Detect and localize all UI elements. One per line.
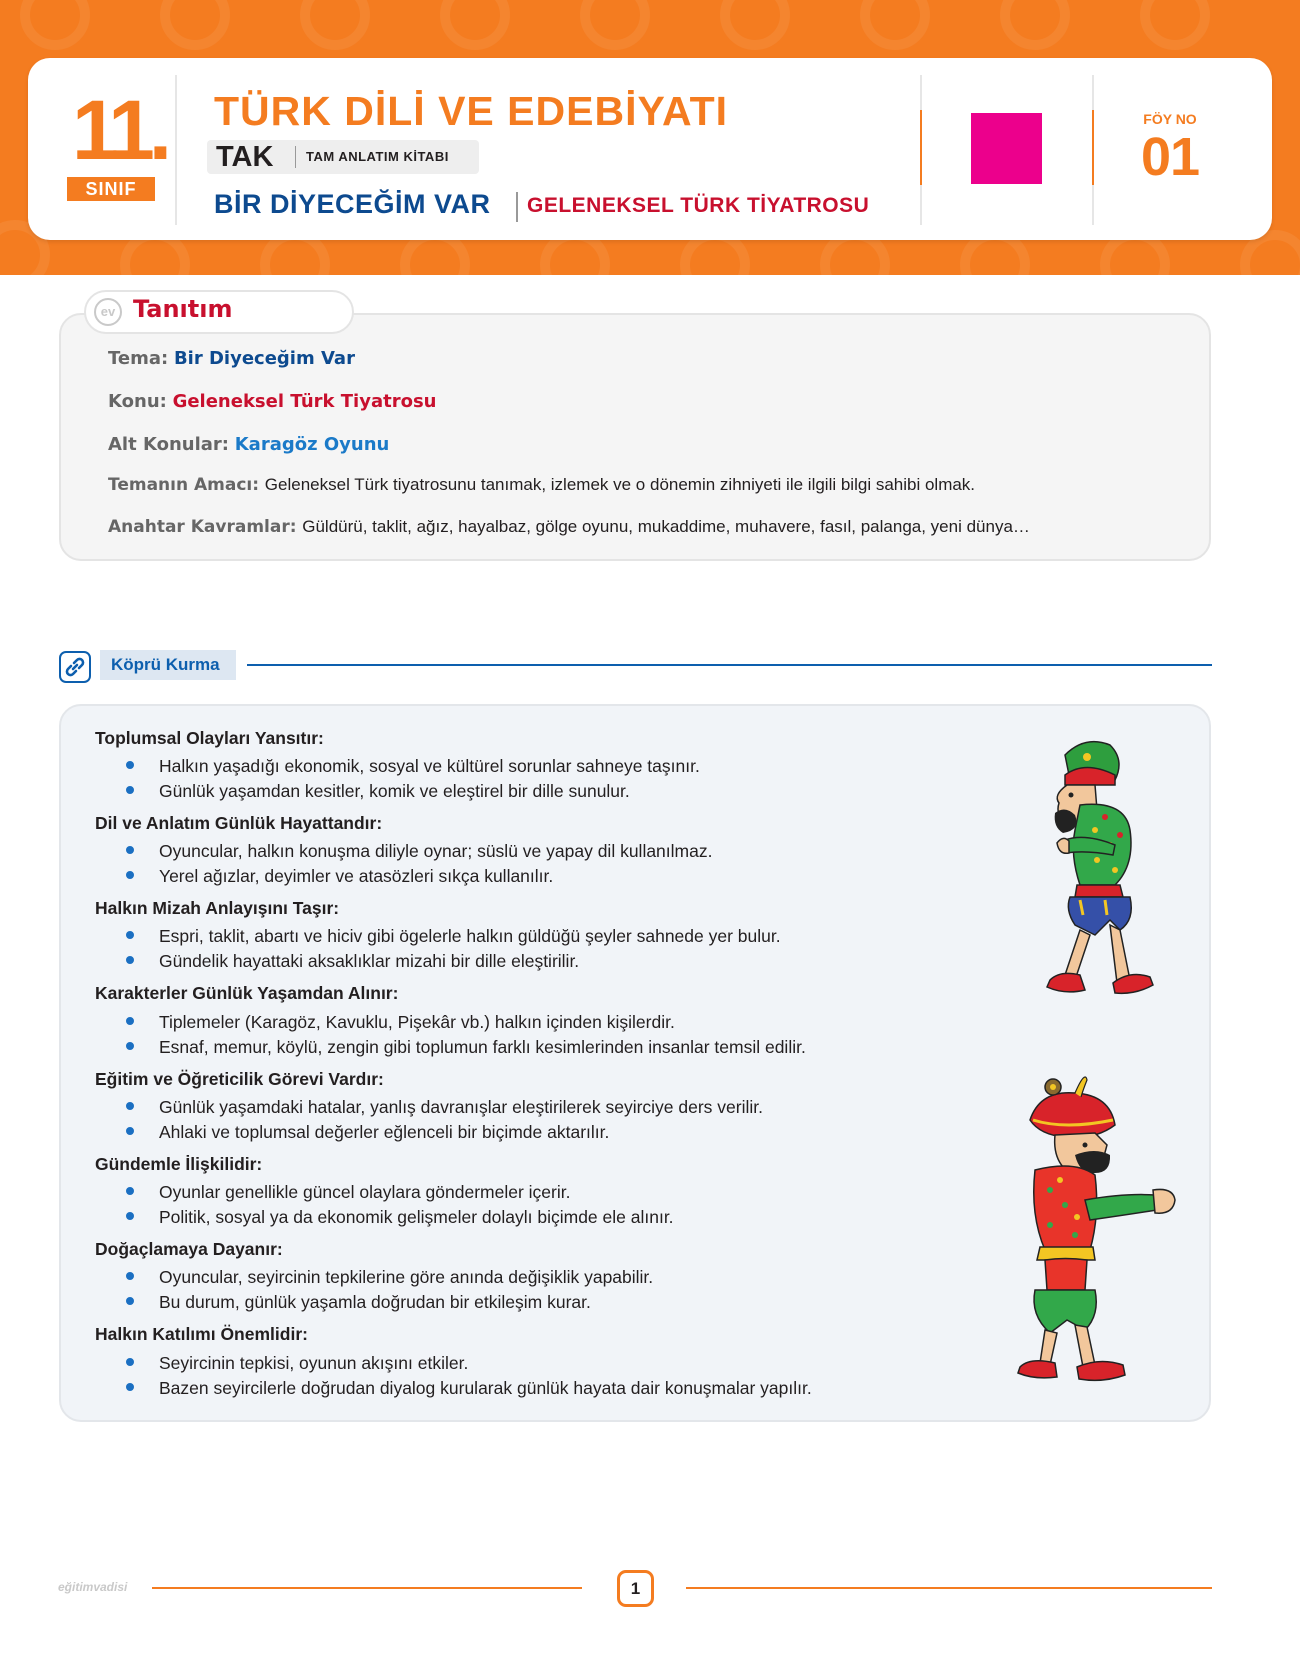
header-divider-accent	[920, 110, 922, 185]
bullet-icon	[126, 1017, 134, 1025]
bullet-icon	[126, 871, 134, 879]
intro-title: Tanıtım	[133, 295, 233, 323]
footer-rule-right	[686, 1587, 1212, 1589]
bullet-icon	[126, 786, 134, 794]
list-item	[126, 1097, 763, 1118]
list-item	[126, 1012, 675, 1033]
hacivat-figure-icon	[1015, 1075, 1180, 1395]
list-item	[126, 1378, 812, 1399]
bullet-icon	[126, 1187, 134, 1195]
intro-alt-row	[108, 434, 389, 455]
header-divider-accent	[1092, 110, 1094, 185]
kavram-value: Güldürü, taklit, ağız, hayalbaz, gölge oyunu, mukaddime, muhavere, fasıl, palanga, yeni dünya…	[302, 517, 1030, 536]
unit-separator	[516, 192, 518, 222]
section-heading: Toplumsal Olayları Yansıtır:	[95, 728, 324, 748]
section-heading: Halkın Katılımı Önemlidir:	[95, 1324, 308, 1344]
bullet-icon	[126, 1127, 134, 1135]
list-item	[126, 781, 630, 802]
list-item	[126, 756, 700, 777]
bullet-icon	[126, 956, 134, 964]
list-item	[126, 1037, 806, 1058]
list-item	[126, 1267, 653, 1288]
footer-rule-left	[152, 1587, 582, 1589]
list-item-text: Seyircinin tepkisi, oyunun akışını etkiler.	[159, 1353, 469, 1373]
list-item	[126, 1292, 591, 1313]
bullet-icon	[126, 1297, 134, 1305]
alt-konular-label: Alt Konular:	[108, 434, 229, 455]
bridge-rule	[247, 664, 1212, 666]
bullet-icon	[126, 1272, 134, 1280]
list-item-text: Günlük yaşamdan kesitler, komik ve eleştirel bir dille sunulur.	[159, 781, 630, 801]
amac-value: Geleneksel Türk tiyatrosunu tanımak, izlemek ve o dönemin zihniyeti ile ilgili bilgi sahibi olmak.	[264, 475, 976, 494]
grade-label: SINIF	[67, 177, 155, 201]
pattern-decoration	[1140, 0, 1210, 50]
bullet-icon	[126, 1042, 134, 1050]
book-name: TAM ANLATIM KİTABI	[306, 149, 449, 164]
tema-value: Bir Diyeceğim Var	[173, 348, 355, 369]
bullet-icon	[126, 761, 134, 769]
foy-number: 01	[1140, 127, 1200, 187]
list-item	[126, 866, 553, 887]
pattern-decoration	[20, 0, 90, 50]
kavram-label: Anahtar Kavramlar:	[108, 517, 297, 537]
bridge-label: Köprü Kurma	[100, 650, 236, 680]
pattern-decoration	[720, 0, 790, 50]
amac-label: Temanın Amacı:	[108, 475, 260, 495]
list-item-text: Tiplemeler (Karagöz, Kavuklu, Pişekâr vb.) halkın içinden kişilerdir.	[159, 1012, 675, 1032]
list-item-text: Politik, sosyal ya da ekonomik gelişmeler dolaylı biçimde ele alınır.	[159, 1207, 674, 1227]
list-item-text: Oyunlar genellikle güncel olaylara göndermeler içerir.	[159, 1182, 571, 1202]
header-divider	[175, 75, 177, 225]
list-item-text: Bazen seyircilerle doğrudan diyalog kurularak günlük hayata dair konuşmalar yapılır.	[159, 1378, 812, 1398]
section-heading: Gündemle İlişkilidir:	[95, 1154, 263, 1174]
bullet-icon	[126, 846, 134, 854]
color-marker	[971, 113, 1042, 184]
section-heading: Karakterler Günlük Yaşamdan Alınır:	[95, 983, 399, 1003]
intro-tema-row	[108, 348, 355, 369]
list-item-text: Gündelik hayattaki aksaklıklar mizahi bir dille eleştirilir.	[159, 951, 580, 971]
pattern-decoration	[160, 0, 230, 50]
list-item-text: Esnaf, memur, köylü, zengin gibi toplumun farklı kesimlerinden insanlar temsil edilir.	[159, 1037, 806, 1057]
section-heading: Halkın Mizah Anlayışını Taşır:	[95, 898, 340, 918]
list-item	[126, 1182, 570, 1203]
unit-topic: GELENEKSEL TÜRK TİYATROSU	[527, 194, 870, 217]
intro-kavram-row	[108, 516, 1030, 537]
pattern-decoration	[580, 0, 650, 50]
list-item-text: Halkın yaşadığı ekonomik, sosyal ve kültürel sorunlar sahneye taşınır.	[159, 756, 700, 776]
brand-logo-icon: ev	[94, 298, 122, 326]
list-item-text: Espri, taklit, abartı ve hiciv gibi ögelerle halkın güldüğü şeyler sahnede yer bulur.	[159, 926, 781, 946]
grade-number: 11.	[72, 83, 167, 177]
list-item	[126, 1353, 468, 1374]
list-item	[126, 926, 781, 947]
book-code-separator	[295, 146, 296, 168]
pattern-decoration	[1000, 0, 1070, 50]
bullet-icon	[126, 1212, 134, 1220]
list-item	[126, 1122, 609, 1143]
list-item-text: Yerel ağızlar, deyimler ve atasözleri sıkça kullanılır.	[159, 866, 554, 886]
karagoz-figure-icon	[1035, 735, 1155, 1045]
section-heading: Eğitim ve Öğreticilik Görevi Vardır:	[95, 1069, 384, 1089]
section-heading: Doğaçlamaya Dayanır:	[95, 1239, 283, 1259]
intro-amac-row	[108, 474, 975, 495]
list-item-text: Bu durum, günlük yaşamla doğrudan bir etkileşim kurar.	[159, 1292, 591, 1312]
konu-value: Geleneksel Türk Tiyatrosu	[172, 391, 437, 412]
list-item	[126, 841, 712, 862]
list-item-text: Oyuncular, seyircinin tepkilerine göre anında değişiklik yapabilir.	[159, 1267, 654, 1287]
course-title: TÜRK DİLİ VE EDEBİYATI	[214, 88, 729, 134]
pattern-decoration	[440, 0, 510, 50]
list-item-text: Ahlaki ve toplumsal değerler eğlenceli bir biçimde aktarılır.	[159, 1122, 610, 1142]
konu-label: Konu:	[108, 391, 167, 412]
list-item-text: Oyuncular, halkın konuşma diliyle oynar; süslü ve yapay dil kullanılmaz.	[159, 841, 713, 861]
book-code: TAK	[216, 141, 274, 173]
pattern-decoration	[300, 0, 370, 50]
footer-brand-logo: eğitimvadisi	[58, 1580, 128, 1594]
alt-konular-value: Karagöz Oyunu	[234, 434, 390, 455]
list-item	[126, 1207, 674, 1228]
list-item-text: Günlük yaşamdaki hatalar, yanlış davranışlar eleştirilerek seyirciye ders verilir.	[159, 1097, 763, 1117]
pattern-decoration	[860, 0, 930, 50]
list-item	[126, 951, 579, 972]
bullet-icon	[126, 1358, 134, 1366]
intro-konu-row	[108, 391, 436, 412]
tema-label: Tema:	[108, 348, 169, 369]
link-icon	[59, 651, 91, 683]
unit-title: BİR DİYECEĞİM VAR	[214, 189, 491, 219]
section-heading: Dil ve Anlatım Günlük Hayattandır:	[95, 813, 383, 833]
foy-label: FÖY NO	[1143, 111, 1197, 127]
page-number: 1	[617, 1570, 654, 1607]
bullet-icon	[126, 931, 134, 939]
bullet-icon	[126, 1102, 134, 1110]
bullet-icon	[126, 1383, 134, 1391]
